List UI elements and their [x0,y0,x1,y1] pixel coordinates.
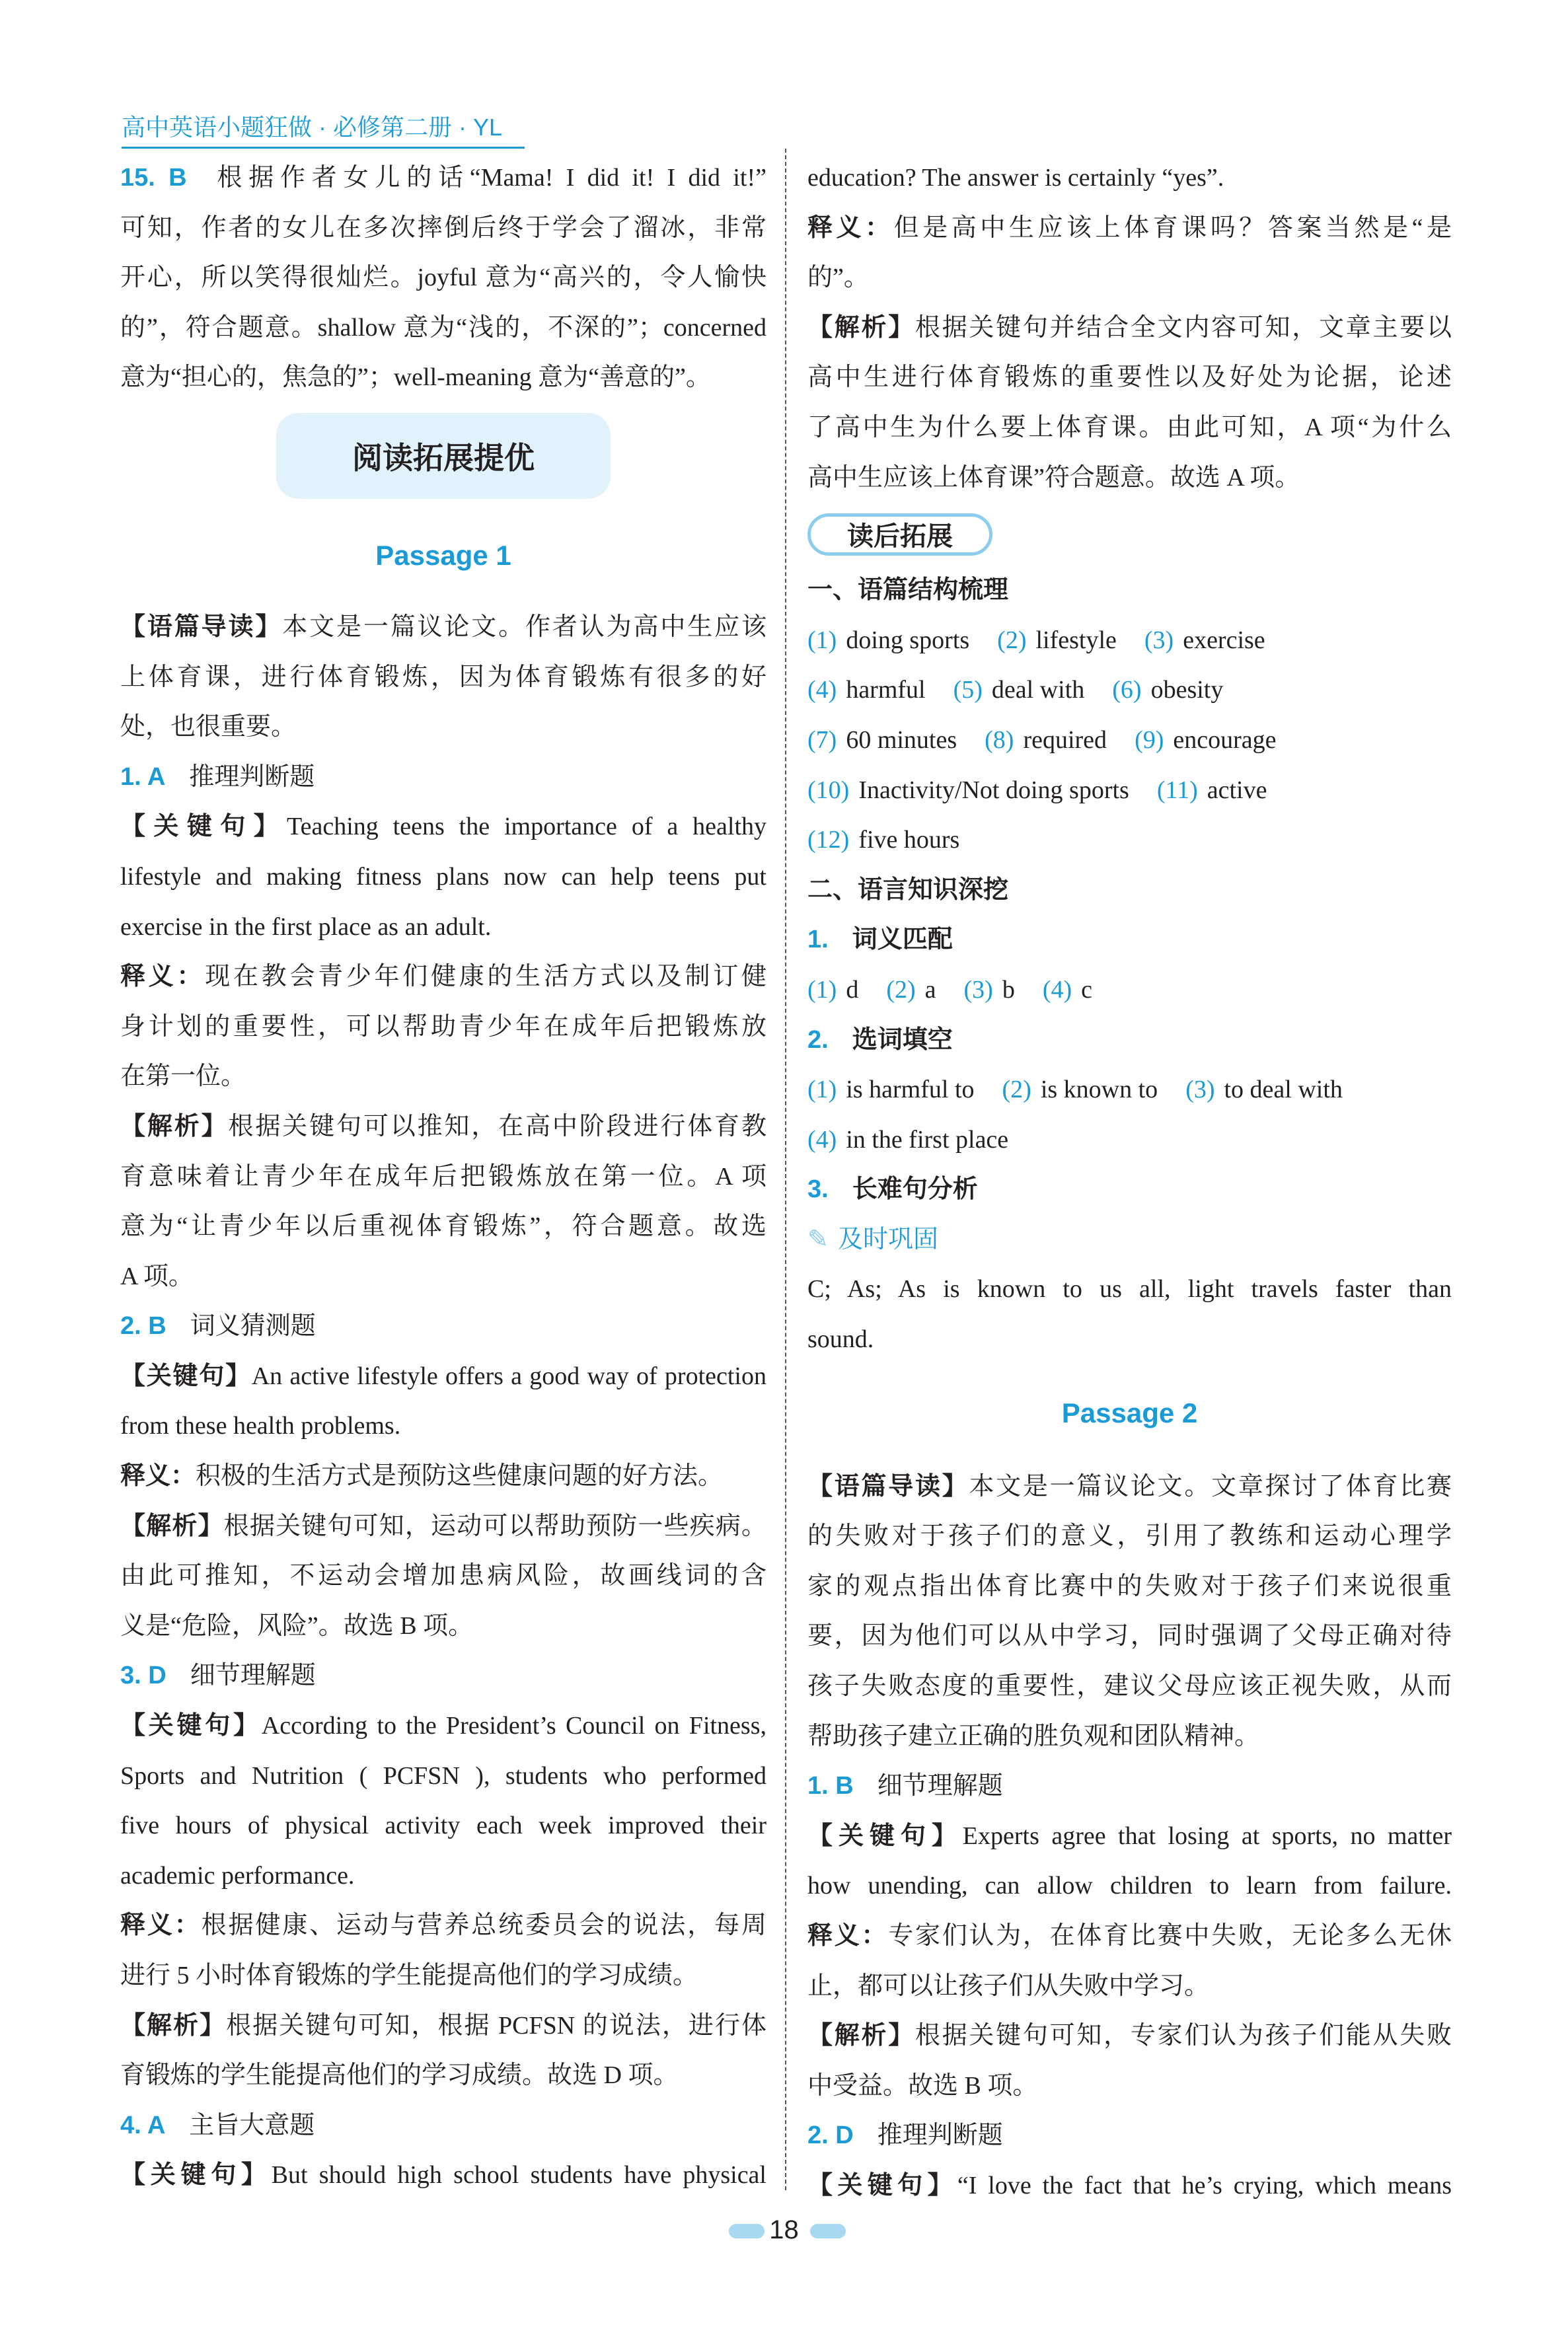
body-text: 根据关键句并结合全文内容可知，文章主要以 [915,313,1452,342]
text-line [120,1452,766,1502]
column-divider [785,149,786,2190]
section-heading: 词义匹配 [852,926,953,954]
label-tag: 释义： [807,213,894,242]
text-line [807,1512,1452,1562]
text-line [807,1315,1452,1365]
body-text: 推理判断题 [189,762,315,791]
body-text: 推理判断题 [877,2122,1003,2150]
blank-number: (11) [1156,776,1198,804]
text-line [120,603,766,653]
text-line [807,1215,1452,1265]
text-line [120,253,766,303]
right-column [807,153,1452,2211]
text-line [807,716,1452,766]
question-number: 1. [807,926,829,954]
text-line [120,2001,766,2051]
body-text: 高中生进行体育锻炼的重要性以及好处为论据，论述 [807,363,1452,392]
blank-number: (2) [1002,1076,1031,1104]
question-number: 3. [807,1175,829,1204]
body-text: 上体育课，进行体育锻炼，因为体育锻炼有很多的好 [120,663,766,691]
body-text: 身计划的重要性，可以帮助青少年在成年后把锻炼放 [120,1012,766,1041]
text-line [807,1015,1452,1066]
text-line [120,2051,766,2101]
label-tag: 【关键句】 [807,1822,963,1850]
text-line [120,1102,766,1152]
answer-text: harmful [846,676,926,704]
text-line [120,1352,766,1402]
answer-text: lifestyle [1035,626,1117,654]
text-line [807,866,1452,916]
body-text: from these health problems. [120,1412,401,1440]
left-column [120,153,766,2201]
text-line [120,1752,766,1802]
body-text: 由此可推知，不运动会增加患病风险，故画线词的含 [120,1562,766,1590]
text-line [807,1265,1452,1315]
text-line [807,253,1452,303]
text-line [807,815,1452,866]
text-line [807,665,1452,716]
blank-number: (4) [807,676,837,704]
body-text: Teaching teens the importance of a healthy [287,813,766,841]
body-text: education? The answer is certainly “yes”. [807,164,1224,192]
body-text: 意为“担心的，焦急的”；well-meaning 意为“善意的”。 [120,363,711,392]
blank-number: (3) [1144,626,1174,654]
text-line [807,303,1452,353]
body-text: 专家们认为，在体育比赛中失败，无论多么无休 [888,1922,1452,1950]
label-tag: 【关键句】 [120,1362,252,1390]
text-line [807,1562,1452,1612]
section-heading: 选词填空 [852,1025,953,1054]
answer-text: five hours [858,826,960,854]
body-text: 根据健康、运动与营养总统委员会的说法，每周 [201,1911,766,1940]
blank-number: (9) [1135,725,1164,754]
body-text: 育锻炼的学生能提高他们的学习成绩。故选 D 项。 [120,2061,679,2090]
blank-number: (5) [953,676,983,704]
body-text: Experts agree that losing at sports, no matter [962,1822,1452,1850]
body-text: 词义猜测题 [190,1312,316,1341]
body-text: C; As; As is known to us all, light travels faster than [807,1275,1452,1304]
text-line [120,852,766,903]
body-text: 高中生应该上体育课”符合题意。故选 A 项。 [807,463,1300,492]
text-line [120,2101,766,2151]
text-line [807,1115,1452,1165]
body-text: five hours of physical activity each week improved their [120,1812,766,1840]
text-line [120,1602,766,1652]
label-tag: 【关键句】 [120,2161,272,2190]
pen-icon: ✎ [807,1225,829,1253]
text-line [807,203,1452,254]
text-line [807,965,1452,1015]
text-line [807,403,1452,453]
label-tag: 释义： [120,1911,202,1940]
section-pill [807,503,1452,566]
text-line [807,353,1452,403]
body-text: But should high school students have physical [271,2161,766,2190]
answer-text: Inactivity/Not doing sports [858,776,1129,804]
section-pill-title: 读后拓展 [807,513,992,556]
body-text: 孩子失败态度的重要性，建议父母应该正视失败，从而 [807,1672,1452,1701]
answer-text: a [924,975,936,1004]
text-line [807,1962,1452,2012]
text-line [120,303,766,353]
body-text: 家的观点指出体育比赛中的失败对于孩子们来说很重 [807,1572,1452,1600]
body-text: 义是“危险，风险”。故选 B 项。 [120,1611,474,1640]
text-line [807,1861,1452,1911]
question-number: 2. [807,1025,829,1054]
text-line [807,766,1452,816]
body-text: 开心，所以笑得很灿烂。joyful 意为“高兴的，令人愉快 [120,264,766,292]
body-text: 的”，符合题意。shallow 意为“浅的，不深的”；concerned [120,313,766,342]
body-text: 育意味着让青少年在成年后把锻炼放在第一位。A 项 [120,1162,766,1191]
question-number: 15. B [120,164,187,192]
blank-number: (4) [1042,975,1072,1004]
body-text: 的失败对于孩子们的意义，引用了教练和运动心理学 [807,1522,1452,1551]
body-text: 细节理解题 [190,1662,316,1690]
body-text: 的”。 [807,264,869,292]
body-text: 止，都可以让孩子们从失败中学习。 [807,1972,1210,2000]
text-line [120,1801,766,1851]
answer-text: doing sports [846,626,970,654]
body-text: lifestyle and making fitness plans now can help teens put [120,862,766,891]
text-line [807,566,1452,616]
text-line [807,616,1452,666]
answer-text: b [1002,975,1015,1004]
text-line [120,1052,766,1102]
answer-text: d [846,975,859,1004]
text-line [807,2061,1452,2112]
question-number: 2. B [120,1312,167,1341]
body-text: 本文是一篇议论文。文章探讨了体育比赛 [969,1472,1452,1500]
label-tag: 【语篇导读】 [120,612,283,641]
passage-title: Passage 1 [375,539,511,571]
label-tag: 【解析】 [120,1512,224,1540]
text-line [120,753,766,803]
text-line [120,1901,766,1951]
body-text: sound. [807,1325,874,1354]
text-line [120,802,766,852]
label-tag: 【解析】 [120,2011,227,2040]
blank-number: (1) [807,975,837,1004]
question-number: 1. A [120,762,166,791]
blank-number: (2) [886,975,916,1004]
text-line [120,1202,766,1252]
text-line [807,1712,1452,1762]
body-text: 根据关键句可知，根据 PCFSN 的说法，进行体 [226,2011,766,2040]
label-tag: 【关键句】 [120,813,287,841]
text-line [807,1065,1452,1115]
text-line [120,353,766,403]
body-text: 现在教会青少年们健康的生活方式以及制订健 [205,963,766,991]
text-line [120,903,766,953]
answer-text: active [1207,776,1267,804]
body-text: 在第一位。 [120,1062,246,1091]
text-line [807,1611,1452,1662]
text-line [120,1502,766,1552]
blank-number: (3) [963,975,993,1004]
blank-number: (2) [997,626,1027,654]
body-text: how unending, can allow children to learn from failure. [807,1872,1452,1900]
text-line [120,1302,766,1352]
text-line [120,1401,766,1452]
text-line [807,153,1452,203]
answer-text: in the first place [846,1125,1009,1154]
page-number: 18 [769,2215,799,2244]
body-text: 根据关键句可知，专家们认为孩子们能从失败 [915,2022,1452,2050]
label-tag: 【语篇导读】 [807,1472,969,1500]
blank-number: (1) [807,1076,837,1104]
label-tag: 【解析】 [120,1112,229,1140]
label-tag: 【关键句】 [807,2171,957,2199]
text-line [120,702,766,753]
label-tag: 【关键句】 [120,1712,262,1740]
book-header-title: 高中英语小题狂做 · 必修第二册 · YL [122,111,525,149]
question-number: 1. B [807,1772,854,1800]
body-text: 进行 5 小时体育锻炼的学生能提高他们的学习成绩。 [120,1962,698,1989]
text-line [120,2151,766,2201]
body-text: 积极的生活方式是预防这些健康问题的好方法。 [196,1462,724,1491]
label-tag: 释义： [120,1462,196,1491]
body-text: “I love the fact that he’s crying, which means [957,2171,1452,2199]
section-heading: 长难句分析 [852,1175,978,1204]
body-text: A 项。 [120,1262,194,1290]
text-line [807,2011,1452,2061]
answer-text: obesity [1150,676,1224,704]
answer-text: is known to [1040,1076,1158,1104]
text-line [120,1002,766,1052]
passage-title: Passage 2 [1061,1397,1198,1429]
text-line [120,1551,766,1602]
body-text: According to the President’s Council on Fitness, [261,1712,766,1740]
body-text: 可知，作者的女儿在多次摔倒后终于学会了溜冰，非常 [120,213,766,242]
blank-number: (6) [1112,676,1142,704]
answer-text: to deal with [1224,1076,1343,1104]
label-tag: 释义： [807,1922,889,1950]
text-line [120,1252,766,1302]
text-line [807,1165,1452,1215]
body-text: 了高中生为什么要上体育课。由此可知，A 项“为什么 [807,413,1452,441]
blank-number: (8) [985,725,1014,754]
text-line [120,153,766,203]
text-line [807,453,1452,503]
text-line [120,1951,766,2001]
answer-text: c [1081,975,1092,1004]
body-text: 根据关键句可以推知，在高中阶段进行体育教 [228,1112,766,1140]
body-text: 主旨大意题 [189,2111,315,2139]
answer-text: encourage [1173,725,1277,754]
text-line [120,1851,766,1901]
body-text: 要，因为他们可以从中学习，同时强调了父母正确对待 [807,1622,1452,1650]
blank-number: (1) [807,626,837,654]
blank-number: (7) [807,725,837,754]
text-line [120,653,766,703]
body-text: 处，也很重要。 [120,713,297,741]
body-text: 细节理解题 [877,1772,1003,1800]
section-heading: 二、语言知识深挖 [807,875,1009,904]
text-line [807,1662,1452,1712]
body-text: Sports and Nutrition ( PCFSN ), students who performed [120,1761,766,1790]
question-number: 4. A [120,2111,166,2139]
body-text: academic performance. [120,1861,355,1890]
section-heading: 一、语篇结构梳理 [807,576,1009,605]
text-line [120,952,766,1002]
text-line [807,915,1452,965]
body-text: 意为“让青少年以后重视体育锻炼”，符合题意。故选 [120,1212,766,1241]
body-text: 本文是一篇议论文。作者认为高中生应该 [282,612,766,641]
body-text: 帮助孩子建立正确的胜负观和团队精神。 [807,1722,1260,1750]
text-line [807,2111,1452,2161]
label-tag: 释义： [120,963,205,991]
label-tag: 【解析】 [807,2022,915,2050]
text-line [807,1911,1452,1962]
section-banner-title: 阅读拓展提优 [276,413,611,499]
answer-text: required [1023,725,1107,754]
body-text: 根据作者女儿的话“Mama! I did it! I did it!” [210,164,766,192]
text-line [807,1812,1452,1862]
blank-number: (12) [807,826,850,854]
subsection-heading: 及时巩固 [838,1225,939,1253]
answer-text: is harmful to [846,1076,975,1104]
blank-number: (3) [1185,1076,1215,1104]
blank-number: (4) [807,1125,837,1154]
text-line [120,1152,766,1202]
answer-text: deal with [991,676,1085,704]
text-line [120,1701,766,1752]
body-text: 中受益。故选 B 项。 [807,2071,1038,2100]
text-line [807,1462,1452,1512]
label-tag: 【解析】 [807,313,915,342]
text-line [807,1761,1452,1812]
body-text: 根据关键句可知，运动可以帮助预防一些疾病。 [223,1512,766,1540]
text-line [120,203,766,254]
text-line [807,2161,1452,2211]
body-text: An active lifestyle offers a good way of protection [251,1362,766,1390]
section-banner [120,403,766,509]
question-number: 2. D [807,2122,854,2150]
text-line [120,1651,766,1701]
blank-number: (10) [807,776,850,804]
answer-text: 60 minutes [846,725,957,754]
question-number: 3. D [120,1662,167,1690]
answer-text: exercise [1183,626,1265,654]
body-text: exercise in the first place as an adult. [120,912,492,941]
body-text: 但是高中生应该上体育课吗？答案当然是“是 [893,213,1452,242]
